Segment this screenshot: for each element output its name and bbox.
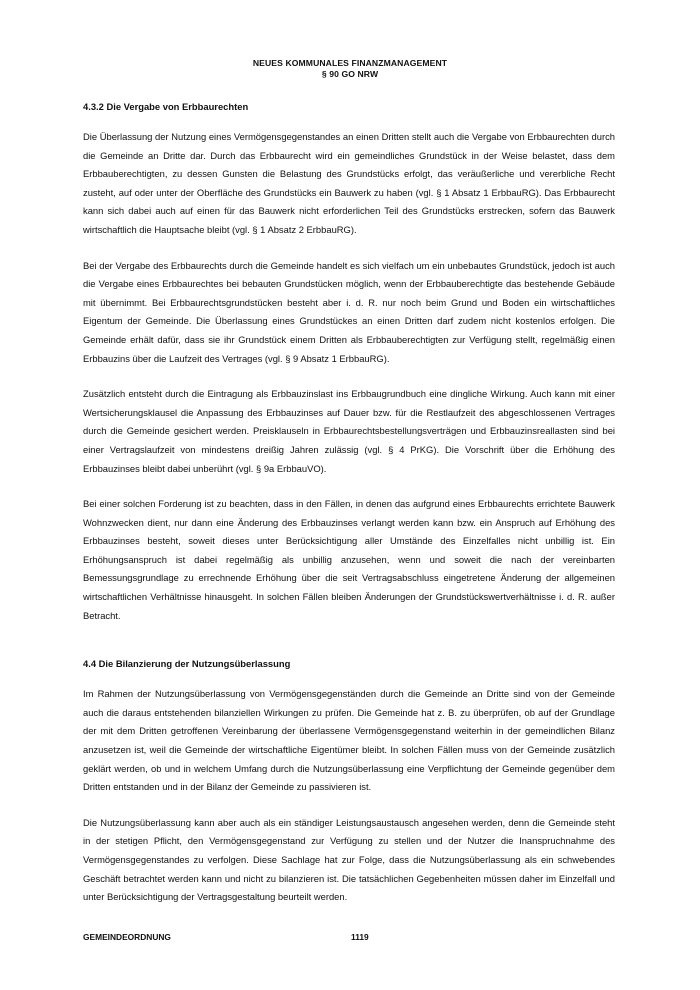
header-subtitle: § 90 GO NRW [321, 69, 379, 79]
header-title: NEUES KOMMUNALES FINANZMANAGEMENT [252, 58, 448, 68]
paragraph: Bei der Vergabe des Erbbaurechts durch die Gemeinde handelt es sich vielfach um ein unbebautes Grundstück, jedoch ist auch die Vergabe eines Erbbaurechtes bei bebauten Grundstücken möglich, wenn der Erbbauberechtigte das bestehende Gebäude mit übernimmt. Bei Erbbaurechtsgrundstücken besteht aber i. d. R. nur noch beim Grund und Boden ein wirtschaftliches Eigentum der Gemeinde. Die Überlassung eines Grundstückes an einen Dritten darf zudem nicht kostenlos erfolgen. Die Gemeinde erhält dafür, dass sie ihr Grundstück einem Dritten als Erbbauberechtigten zur Verfügung stellt, regelmäßig einen Erbbauzins über die Laufzeit des Vertrages (vgl. § 9 Absatz 1 ErbbauRG). [83, 259, 615, 364]
paragraph: Bei einer solchen Forderung ist zu beachten, dass in den Fällen, in denen das aufgrund eines Erbbaurechts errichtete Bauwerk Wohnzwecken dient, nur dann eine Änderung des Erbbauzinses verlangt werden kann bzw. ein Anspruch auf Erhöhung des Erbbauzinses besteht, soweit dieses unter Berücksichtigung aller Umstände des Einzelfalles nicht unbillig ist. Ein Erhöhungsanspruch ist dabei regelmäßig als unbillig anzusehen, wenn und soweit die nach der vereinbarten Bemessungsgrundlage zu errechnende Erhöhung über die seit Vertragsabschluss eingetretene Änderung der allgemeinen wirtschaftlichen Verhältnisse hinausgeht. In solchen Fällen bleiben Änderungen der Grundstückswertverhältnisse i. d. R. außer Betracht. [83, 498, 615, 621]
section-erbbaurechte [83, 101, 615, 625]
section-heading: 4.3.2 Die Vergabe von Erbbaurechten [83, 101, 249, 112]
document-body [83, 101, 615, 907]
paragraph: Im Rahmen der Nutzungsüberlassung von Vermögensgegenständen durch die Gemeinde an Dritte sind von der Gemeinde auch die daraus entstehenden bilanziellen Wirkungen zu prüfen. Die Gemeinde hat z. B. zu überprüfen, ob auf der Grundlage der mit dem Dritten getroffenen Vereinbarung der überlassene Vermögensgegenstand weiterhin in der gemeindlichen Bilanz anzusetzen ist, weil die Gemeinde der wirtschaftliche Eigentümer bleibt. In solchen Fällen muss von der Gemeinde zusätzlich geklärt werden, ob und in welchem Umfang durch die Nutzungsüberlassung eine Verpflichtung der Gemeinde gegenüber dem Dritten entstanden und in der Bilanz der Gemeinde zu passivieren ist. [83, 688, 615, 793]
section-heading: 4.4 Die Bilanzierung der Nutzungsüberlassung [83, 658, 291, 670]
page-number: 1119 [351, 932, 369, 942]
paragraph: Die Überlassung der Nutzung eines Vermögensgegenstandes an einen Dritten stellt auch die Vergabe von Erbbaurechten durch die Gemeinde an Dritte dar. Durch das Erbbaurecht wird ein gemeindliches Grundstück in der Weise belastet, dass dem Erbbauberechtigten, zu dessen Gunsten die Belastung des Grundstücks erfolgt, das veräußerliche und vererbliche Recht zusteht, auf oder unter der Oberfläche des Grundstücks ein Bauwerk zu haben (vgl. § 1 Absatz 1 ErbbauRG). Das Erbbaurecht kann sich dabei auch auf einen für das Bauwerk nicht erforderlichen Teil des Grundstücks erstrecken, sofern das Bauwerk wirtschaftlich die Hauptsache bleibt (vgl. § 1 Absatz 2 ErbbauRG). [83, 131, 615, 235]
section-bilanzierung [83, 658, 615, 907]
paragraph: Zusätzlich entsteht durch die Eintragung als Erbbauzinslast ins Erbbaugrundbuch eine dingliche Wirkung. Auch kann mit einer Wertsicherungsklausel die Anpassung des Erbbauzinses auf Dauer bzw. für die Restlaufzeit des abgeschlossenen Vertrages durch die Gemeinde gesichert werden. Preisklauseln in Erbbaurechtsbestellungsverträgen und Erbbauzinsreallasten sind bei einer Vertragslaufzeit von mindestens dreißig Jahren zulässig (vgl. § 4 PrKG). Die Vorschrift über die Erhöhung des Erbbauzinses bleibt dabei unberührt (vgl. § 9a ErbbauVO). [83, 388, 615, 474]
page-header [0, 58, 700, 80]
footer-label: GEMEINDEORDNUNG [83, 932, 171, 942]
paragraph: Die Nutzungsüberlassung kann aber auch als ein ständiger Leistungsaustausch angesehen werden, denn die Gemeinde steht in der stetigen Pflicht, den Vermögensgegenstand zur Verfügung zu stellen und der Nutzer die Inanspruchnahme des Vermögensgegenstandes zu verfolgen. Diese Sachlage hat zur Folge, dass die Nutzungsüberlassung als ein schwebendes Geschäft betrachtet werden kann und nicht zu bilanzieren ist. Die tatsächlichen Gegebenheiten müssen daher im Einzelfall und unter Berücksichtigung der Vertragsgestaltung beurteilt werden. [83, 816, 615, 903]
